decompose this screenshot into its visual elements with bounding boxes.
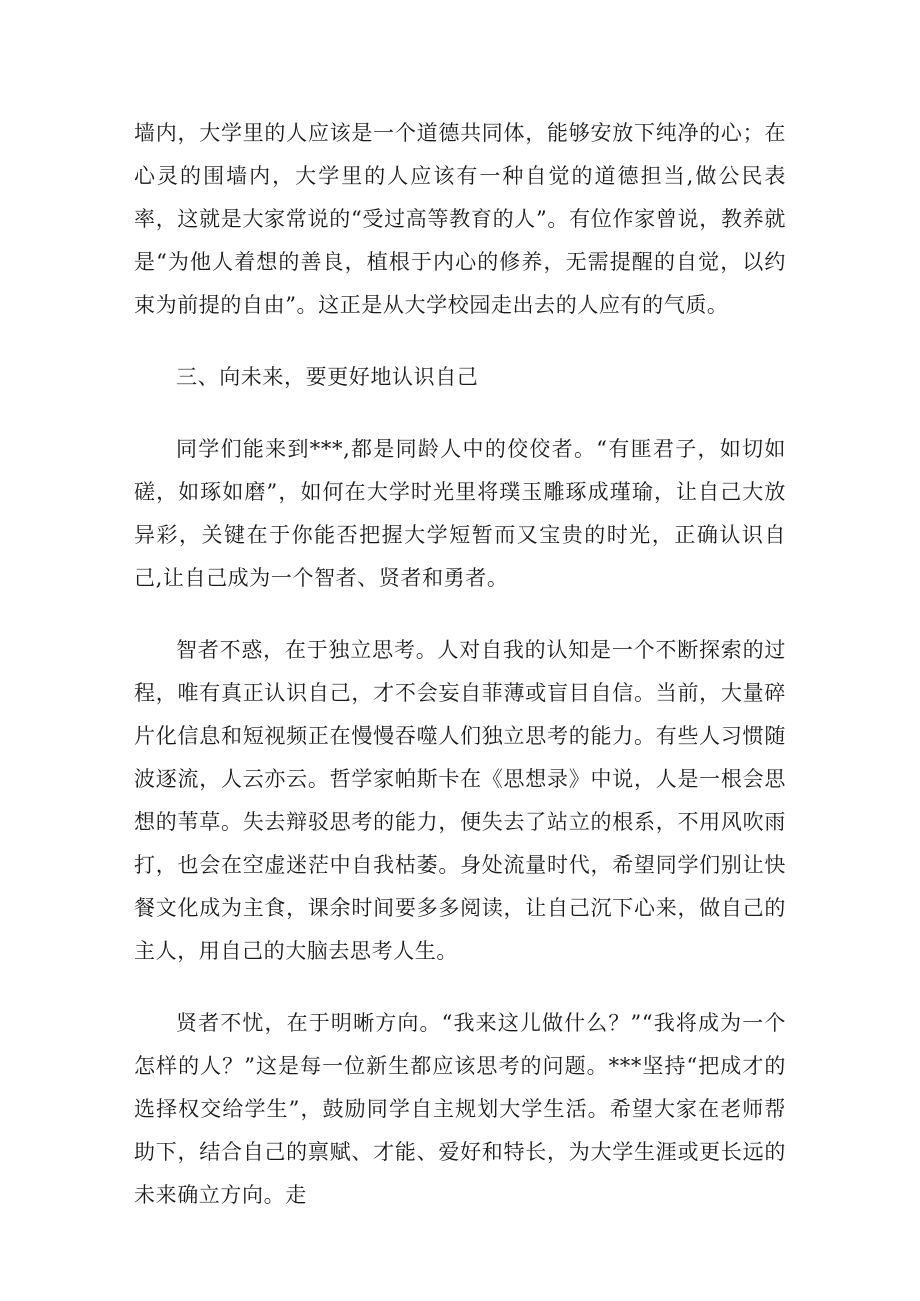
paragraph-virtuous: 贤者不忧，在于明晰方向。“我来这儿做什么？”“我将成为一个怎样的人？”这是每一位新生都应该思考的问题。***坚持“把成才的选择权交给学生”，鼓励同学自主规划大学生活。希望大家在老师帮助下，结合自己的禀赋、才能、爱好和特长，为大学生涯或更长远的未来确立方向。走 — [134, 1011, 786, 1207]
paragraph-continuation: 墙内，大学里的人应该是一个道德共同体，能够安放下纯净的心；在心灵的围墙内，大学里的人应该有一种自觉的道德担当,做公民表率，这就是大家常说的“受过高等教育的人”。有位作家曾说，教养就是“为他人着想的善良，植根于内心的修养，无需提醒的自觉，以约束为前提的自由”。这正是从大学校园走出去的人应有的气质。 — [134, 121, 786, 317]
document-body — [134, 112, 786, 1246]
section-heading: 三、向未来，要更好地认识自己 — [176, 365, 479, 389]
paragraph-intro: 同学们能来到***,都是同龄人中的佼佼者。“有匪君子，如切如磋，如琢如磨”，如何在大学时光里将璞玉雕琢成瑾瑜，让自己大放异彩，关键在于你能否把握大学短暂而又宝贵的时光，正确认识自己,让自己成为一个智者、贤者和勇者。 — [134, 437, 786, 590]
paragraph-wise: 智者不惑，在于独立思考。人对自我的认知是一个不断探索的过程，唯有真正认识自己，才不会妄自菲薄或盲目自信。当前，大量碎片化信息和短视频正在慢慢吞噬人们独立思考的能力。有些人习惯随波逐流，人云亦云。哲学家帕斯卡在《思想录》中说，人是一根会思想的苇草。失去辩驳思考的能力，便失去了站立的根系，不用风吹雨打，也会在空虚迷茫中自我枯萎。身处流量时代，希望同学们别让快餐文化成为主食，课余时间要多多阅读，让自己沉下心来，做自己的主人，用自己的大脑去思考人生。 — [134, 638, 786, 963]
